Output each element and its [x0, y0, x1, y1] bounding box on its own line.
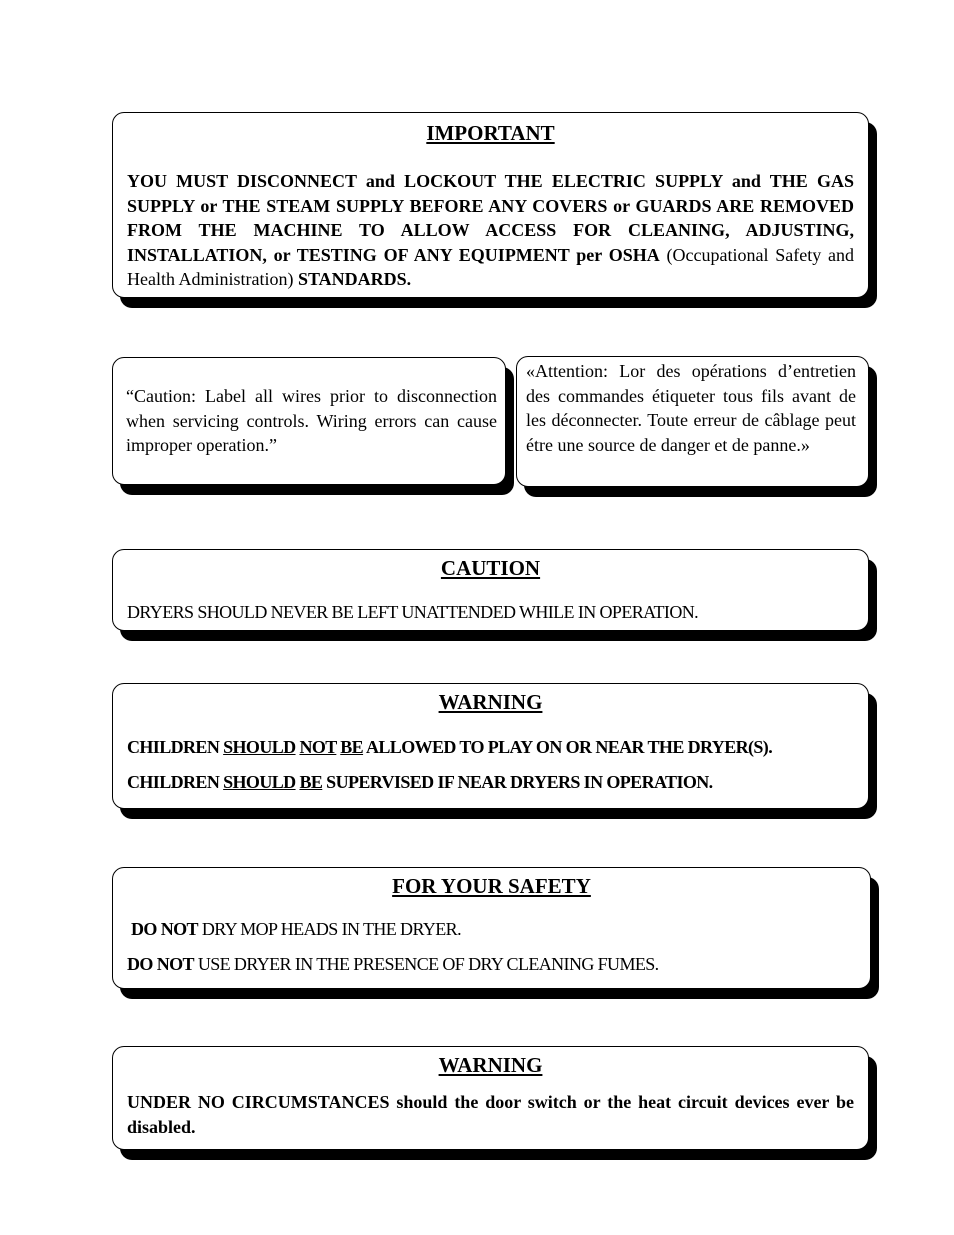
important-normal-text: (Occupational Safety and Health Administration) — [127, 244, 855, 289]
important-box — [112, 112, 869, 298]
word-be: BE — [299, 772, 323, 792]
safety-line2-rest: USE DRYER IN THE PRESENCE OF DRY CLEANING FUMES. — [197, 954, 659, 974]
important-title: IMPORTANT — [426, 121, 555, 145]
warning-door-box — [112, 1046, 869, 1150]
caution-box — [112, 549, 869, 631]
warning-children-title: WARNING — [438, 690, 543, 714]
line1-rest: ALLOWED TO PLAY ON OR NEAR THE DRYER(S). — [365, 737, 773, 757]
do-not-label: DO NOT — [131, 919, 198, 939]
word-not: NOT — [299, 737, 337, 757]
safety-line1 — [127, 919, 856, 940]
safety-line1-rest: DRY MOP HEADS IN THE DRYER. — [201, 919, 461, 939]
line2-rest: SUPERVISED IF NEAR DRYERS IN OPERATION. — [326, 772, 713, 792]
word-children: CHILDREN — [127, 737, 220, 757]
do-not-label: DO NOT — [127, 954, 194, 974]
word-children: CHILDREN — [127, 772, 220, 792]
caution-french-box — [516, 356, 869, 487]
word-should: SHOULD — [223, 772, 296, 792]
word-be: BE — [340, 737, 364, 757]
warning-children-line2 — [127, 772, 854, 793]
warning-children-line1 — [127, 737, 854, 758]
caution-english-text: “Caution: Label all wires prior to disconnection when servicing controls. Wiring errors can cause improper operation.” — [126, 386, 497, 455]
caution-title: CAUTION — [440, 556, 541, 580]
caution-french-text: «Attention: Lor des opérations d’entretien des commandes étiqueter tous fils avant de les déconnecter. Toute erreur de câblage peut étre une source de danger et de panne.» — [526, 361, 856, 455]
warning-door-text: UNDER NO CIRCUMSTANCES should the door switch or the heat circuit devices ever be disabled. — [127, 1092, 854, 1137]
caution-text: DRYERS SHOULD NEVER BE LEFT UNATTENDED WHILE IN OPERATION. — [127, 602, 699, 622]
important-text — [127, 169, 854, 292]
warning-children-box — [112, 683, 869, 809]
safety-title: FOR YOUR SAFETY — [392, 874, 591, 898]
safety-box — [112, 867, 871, 989]
important-end-text: STANDARDS. — [297, 269, 412, 289]
caution-english-box — [112, 357, 506, 485]
warning-door-title: WARNING — [438, 1053, 543, 1077]
safety-line2 — [127, 954, 856, 975]
word-should: SHOULD — [223, 737, 296, 757]
important-bold-text: YOU MUST DISCONNECT and LOCKOUT THE ELECTRIC SUPPLY and THE GAS SUPPLY or THE STEAM SUPPLY BEFORE ANY COVERS or GUARDS ARE REMOVED FROM THE MACHINE TO ALLOW ACCESS FOR CLEANING, ADJUSTING, INSTALLATION, or TESTING OF ANY EQUIPMENT per OSHA — [127, 171, 854, 265]
